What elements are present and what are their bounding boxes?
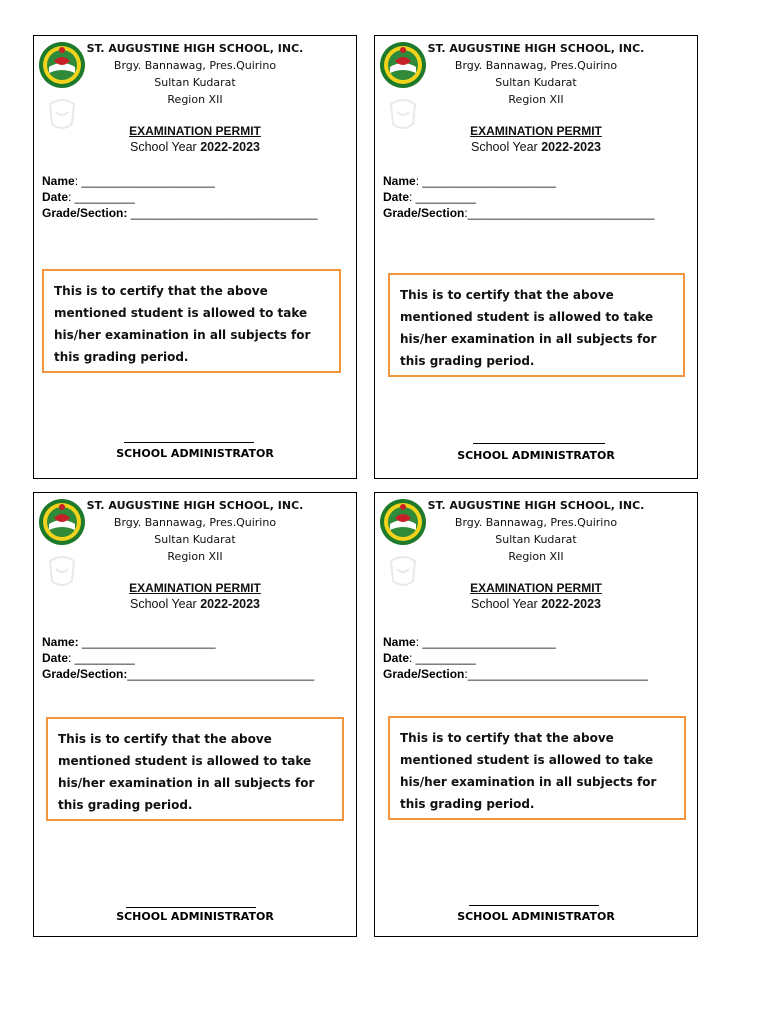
- date-label: Date: [383, 651, 410, 665]
- grade-section-blank: :___________________________: [464, 667, 648, 681]
- date-label: Date: [42, 190, 69, 204]
- certification-box: This is to certify that the above mentioned student is allowed to take his/her examination in all subjects for this grading period.: [388, 273, 685, 377]
- certification-box: This is to certify that the above mentioned student is allowed to take his/her examination in all subjects for this grading period.: [46, 717, 344, 821]
- date-blank: : _________: [409, 651, 476, 665]
- date-blank: : _________: [68, 651, 135, 665]
- school-year-label: School Year: [471, 597, 538, 611]
- permit-card-3: [33, 492, 357, 937]
- date-blank: : _________: [68, 190, 135, 204]
- school-year: [375, 140, 697, 154]
- grade-section-field[interactable]: [42, 206, 318, 220]
- school-year-label: School Year: [130, 597, 197, 611]
- name-field[interactable]: [383, 635, 556, 649]
- signature-line: [473, 443, 605, 444]
- name-label: Name:: [42, 635, 79, 649]
- school-name: ST. AUGUSTINE HIGH SCHOOL, INC.: [86, 499, 304, 512]
- school-year: [34, 140, 356, 154]
- school-year: [375, 597, 697, 611]
- address-region: Region XII: [167, 550, 223, 563]
- school-year-value: 2022-2023: [200, 597, 260, 611]
- address-barangay: Brgy. Bannawag, Pres.Quirino: [454, 516, 618, 529]
- school-year: [34, 597, 356, 611]
- school-year-label: School Year: [130, 140, 197, 154]
- name-field[interactable]: [42, 635, 216, 649]
- grade-section-field[interactable]: [383, 206, 655, 220]
- grade-section-blank: :____________________________: [464, 206, 655, 220]
- date-blank: : _________: [409, 190, 476, 204]
- date-field[interactable]: [42, 651, 135, 665]
- grade-section-blank: ____________________________: [127, 667, 315, 681]
- signatory-label: SCHOOL ADMINISTRATOR: [116, 447, 274, 460]
- address-barangay: Brgy. Bannawag, Pres.Quirino: [113, 59, 277, 72]
- address-province: Sultan Kudarat: [154, 76, 236, 89]
- school-name: ST. AUGUSTINE HIGH SCHOOL, INC.: [427, 499, 645, 512]
- address-province: Sultan Kudarat: [495, 76, 577, 89]
- permit-title: EXAMINATION PERMIT: [129, 581, 261, 595]
- name-label: Name: [383, 635, 416, 649]
- grade-section-label: Grade/Section:: [42, 667, 128, 681]
- name-blank: : ____________________: [415, 635, 556, 649]
- address-barangay: Brgy. Bannawag, Pres.Quirino: [454, 59, 618, 72]
- grade-section-field[interactable]: [42, 667, 314, 681]
- permit-card-2: [374, 35, 698, 479]
- address-region: Region XII: [508, 550, 564, 563]
- signature-line: [126, 907, 256, 908]
- date-field[interactable]: [383, 651, 476, 665]
- signature-line: [469, 905, 599, 906]
- permit-title: EXAMINATION PERMIT: [470, 124, 602, 138]
- address-region: Region XII: [167, 93, 223, 106]
- certification-box: This is to certify that the above mentioned student is allowed to take his/her examination in all subjects for this grading period.: [388, 716, 686, 820]
- date-label: Date: [42, 651, 69, 665]
- date-field[interactable]: [42, 190, 135, 204]
- school-name: ST. AUGUSTINE HIGH SCHOOL, INC.: [427, 42, 645, 55]
- school-year-value: 2022-2023: [541, 140, 601, 154]
- signatory-label: SCHOOL ADMINISTRATOR: [457, 910, 615, 923]
- name-blank: ____________________: [78, 635, 216, 649]
- grade-section-label: Grade/Section:: [42, 206, 131, 220]
- address-barangay: Brgy. Bannawag, Pres.Quirino: [113, 516, 277, 529]
- signatory-label: SCHOOL ADMINISTRATOR: [457, 449, 615, 462]
- name-label: Name: [42, 174, 75, 188]
- name-field[interactable]: [42, 174, 215, 188]
- permit-title: EXAMINATION PERMIT: [470, 581, 602, 595]
- address-province: Sultan Kudarat: [154, 533, 236, 546]
- grade-section-field[interactable]: [383, 667, 648, 681]
- grade-section-blank: ____________________________: [130, 206, 318, 220]
- school-name: ST. AUGUSTINE HIGH SCHOOL, INC.: [86, 42, 304, 55]
- school-year-value: 2022-2023: [541, 597, 601, 611]
- permit-card-1: [33, 35, 357, 479]
- permit-title: EXAMINATION PERMIT: [129, 124, 261, 138]
- certification-box: This is to certify that the above mentioned student is allowed to take his/her examination in all subjects for this grading period.: [42, 269, 341, 373]
- name-label: Name: [383, 174, 416, 188]
- date-field[interactable]: [383, 190, 476, 204]
- permit-card-4: [374, 492, 698, 937]
- signature-line: [124, 442, 254, 443]
- date-label: Date: [383, 190, 410, 204]
- name-blank: : ____________________: [74, 174, 215, 188]
- grade-section-label: Grade/Section: [383, 206, 465, 220]
- signatory-label: SCHOOL ADMINISTRATOR: [116, 910, 274, 923]
- school-year-label: School Year: [471, 140, 538, 154]
- grade-section-label: Grade/Section: [383, 667, 465, 681]
- name-blank: : ____________________: [415, 174, 556, 188]
- name-field[interactable]: [383, 174, 556, 188]
- address-province: Sultan Kudarat: [495, 533, 577, 546]
- school-year-value: 2022-2023: [200, 140, 260, 154]
- address-region: Region XII: [508, 93, 564, 106]
